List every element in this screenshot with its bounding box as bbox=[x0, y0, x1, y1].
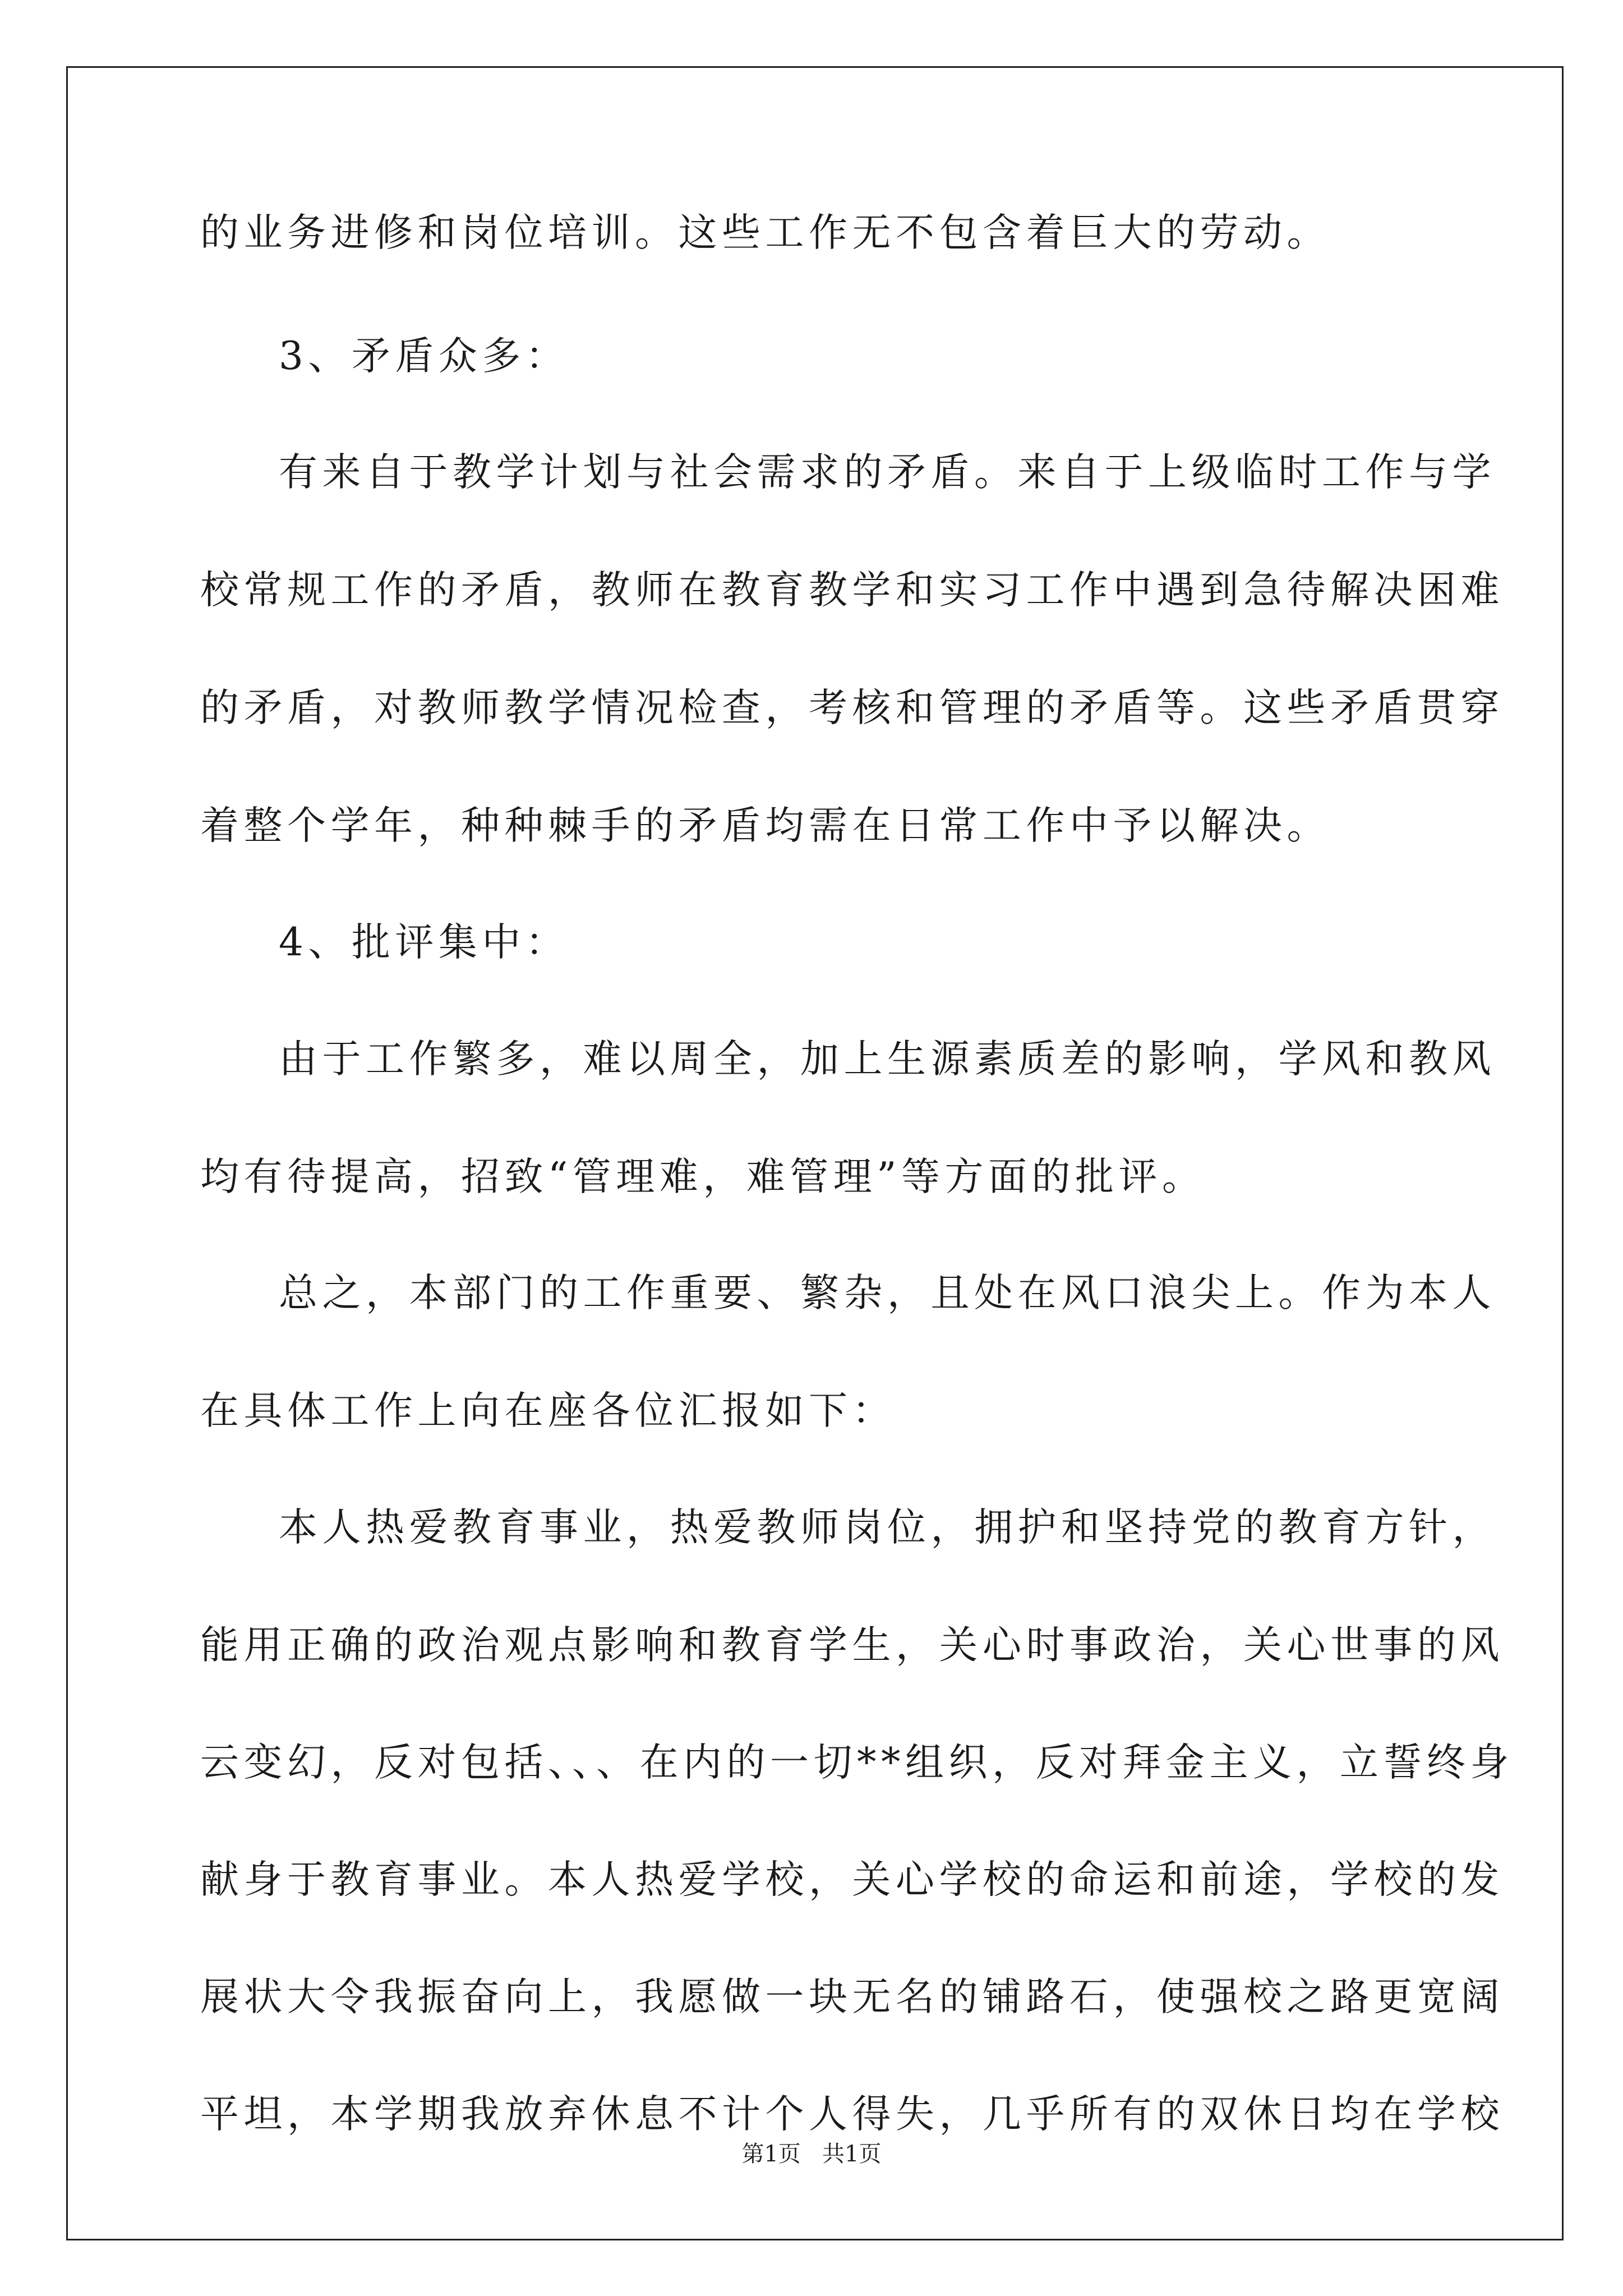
text-line: 着整个学年，种种棘手的矛盾均需在日常工作中予以解决。 bbox=[200, 803, 1330, 848]
section-heading: 4、批评集中： bbox=[279, 920, 569, 965]
text-line: 有来自于教学计划与社会需求的矛盾。来自于上级临时工作与学 bbox=[279, 450, 1496, 495]
text-line: 的矛盾，对教师教学情况检查，考核和管理的矛盾等。这些矛盾贯穿 bbox=[200, 685, 1504, 730]
text-line: 由于工作繁多，难以周全，加上生源素质差的影响，学风和教风 bbox=[279, 1037, 1496, 1082]
text-line: 平坦，本学期我放弃休息不计个人得失，几乎所有的双休日均在学校 bbox=[200, 2092, 1504, 2137]
text-line: 本人热爱教育事业，热爱教师岗位，拥护和坚持党的教育方针， bbox=[279, 1505, 1496, 1550]
text-line: 的业务进修和岗位培训。这些工作无不包含着巨大的劳动。 bbox=[200, 210, 1330, 255]
text-line: 均有待提高，招致“管理难，难管理”等方面的批评。 bbox=[200, 1154, 1206, 1199]
page-footer: 第1页 共1页 bbox=[741, 2141, 882, 2167]
text-line: 校常规工作的矛盾，教师在教育教学和实习工作中遇到急待解决困难 bbox=[200, 568, 1504, 613]
text-line: 能用正确的政治观点影响和教育学生，关心时事政治，关心世事的风 bbox=[200, 1623, 1504, 1668]
text-line: 总之，本部门的工作重要、繁杂，且处在风口浪尖上。作为本人 bbox=[279, 1271, 1496, 1315]
section-heading: 3、矛盾众多： bbox=[279, 334, 569, 379]
text-line: 展状大令我振奋向上，我愿做一块无名的铺路石，使强校之路更宽阔 bbox=[200, 1975, 1504, 2019]
text-line: 献身于教育事业。本人热爱学校，关心学校的命运和前途，学校的发 bbox=[200, 1857, 1504, 1902]
text-line: 在具体工作上向在座各位汇报如下： bbox=[200, 1388, 896, 1433]
text-line: 云变幻，反对包括、、、在内的一切**组织，反对拜金主义，立誓终身 bbox=[200, 1740, 1514, 1785]
